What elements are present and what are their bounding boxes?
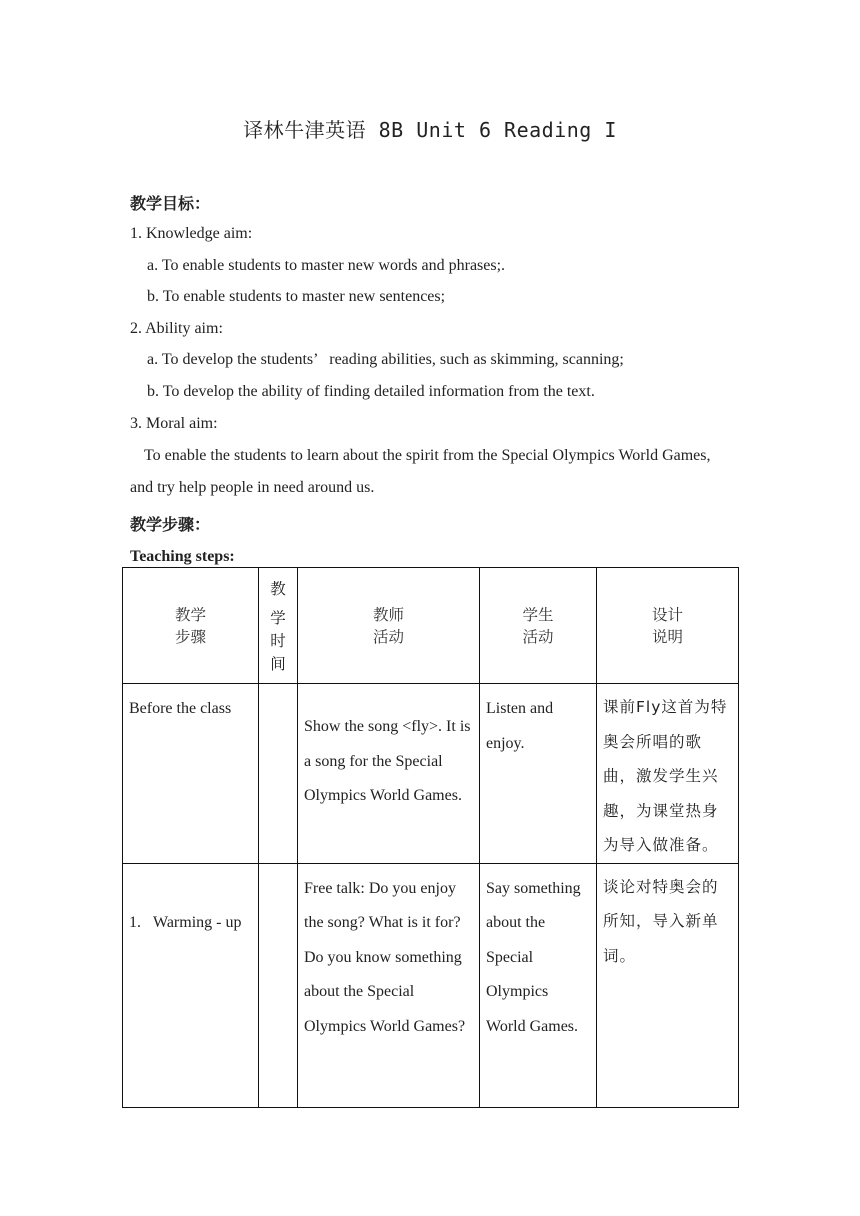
header-step-line1: 教学 xyxy=(174,605,206,624)
knowledge-aim-title: 1. Knowledge aim: xyxy=(130,225,253,242)
header-step xyxy=(123,568,259,684)
header-student-line1: 学生 xyxy=(522,605,554,624)
row1-step: Before the class xyxy=(123,684,259,864)
row1-time xyxy=(259,684,298,864)
table-row xyxy=(123,684,739,864)
header-time-char2: 学 xyxy=(270,609,286,627)
teaching-steps-label: Teaching steps: xyxy=(130,548,235,565)
header-time-char3: 时 xyxy=(270,632,286,650)
moral-aim-text: To enable the students to learn about the spirit from the Special Olympics World Games, and try help people in need around us. xyxy=(130,447,711,496)
header-step-line2: 步骤 xyxy=(174,627,206,646)
header-time-char1: 教 xyxy=(270,580,286,598)
row1-teacher: Show the song <fly>. It is a song for the Special Olympics World Games. xyxy=(298,684,480,864)
teaching-steps-table xyxy=(122,567,739,1108)
document-title: 译林牛津英语 8B Unit 6 Reading I xyxy=(243,118,617,142)
header-time xyxy=(259,568,298,684)
row1-design: 课前Fly这首为特奥会所唱的歌曲，激发学生兴趣，为课堂热身为导入做准备。 xyxy=(597,684,739,864)
ability-aim-a: a. To develop the students’ reading abilities, such as skimming, scanning; xyxy=(147,351,624,368)
header-teacher-line1: 教师 xyxy=(372,605,404,624)
header-teacher-line2: 活动 xyxy=(372,627,404,646)
header-design-line2: 说明 xyxy=(651,627,683,646)
row2-design: 谈论对特奥会的所知，导入新单词。 xyxy=(597,863,739,1107)
header-design xyxy=(597,568,739,684)
row2-student: Say something about the Special Olympics World Games. xyxy=(480,863,597,1107)
row2-teacher-q2: Do you know something about the Special Olympics World Games? xyxy=(304,948,466,1035)
table-header-row xyxy=(123,568,739,684)
header-teacher xyxy=(298,568,480,684)
row2-teacher xyxy=(298,863,480,1107)
steps-heading: 教学步骤： xyxy=(130,517,211,534)
ability-aim-title: 2. Ability aim: xyxy=(130,320,223,337)
row2-step-text: 1. Warming - up xyxy=(129,913,242,931)
ability-aim-b: b. To develop the ability of finding detailed information from the text. xyxy=(147,383,595,400)
row1-student: Listen and enjoy. xyxy=(480,684,597,864)
row2-time xyxy=(259,863,298,1107)
objectives-heading: 教学目标： xyxy=(130,196,211,213)
knowledge-aim-b: b. To enable students to master new sentences; xyxy=(147,288,446,305)
table-row xyxy=(123,863,739,1107)
knowledge-aim-a: a. To enable students to master new words and phrases;. xyxy=(147,257,506,274)
header-time-char4: 间 xyxy=(270,655,286,673)
header-student-line2: 活动 xyxy=(522,627,554,646)
row2-step xyxy=(123,863,259,1107)
moral-aim-title: 3. Moral aim: xyxy=(130,415,218,432)
header-design-line1: 设计 xyxy=(651,605,683,624)
row2-teacher-q1: Free talk: Do you enjoy the song? What is it for? xyxy=(304,879,461,931)
header-student xyxy=(480,568,597,684)
